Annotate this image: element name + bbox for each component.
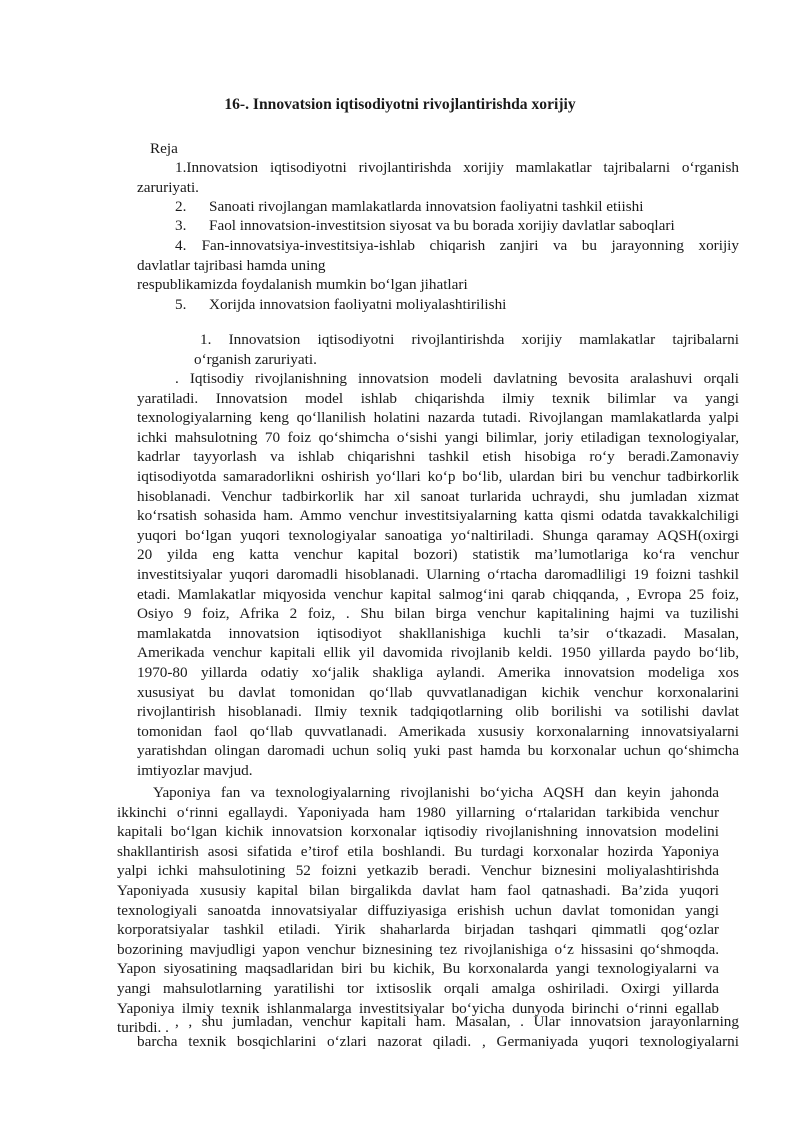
paragraph-line: . Iqtisodiy rivojlanishning innovatsion modeli davlatning bevosita aralashuvi orqali — [175, 370, 739, 387]
plan-item-4-line: davlatlar tajribasi hamda uning — [137, 256, 326, 274]
plan-item-4-line — [137, 236, 739, 256]
paragraph-line: Osiyo 9 foiz, Afrika 2 foiz, . Shu bilan birga venchur kapitalining hajmi va tuzilishi — [137, 605, 739, 623]
paragraph-line: ko‘rsatish sohasida ham. Ammo venchur investitsiyalarning katta qismi odatda tavakkalchiligi — [137, 507, 739, 525]
plan-item-text: Sanoati rivojlangan mamlakatlarda innovatsion faoliyatni tashkil etiishi — [209, 198, 644, 215]
plan-item-5 — [175, 295, 740, 315]
paragraph-line: ikkinchi o‘rinni egallaydi. Yaponiyada ham 1980 yillarning o‘rtalaridan tarkibida venchur — [117, 803, 719, 821]
paragraph-line: yaratiladi. Innovatsion model ishlab chiqarishda ilmiy texnik bilimlar va yangi — [137, 389, 739, 407]
paragraph-line: Amerikada venchur kapitali ellik yil davomida rivojlanib keldi. 1950 yillarda paydo bo‘lib, — [137, 644, 739, 662]
paragraph-line: texnologiyalarning keng qo‘llanilish holatini nazarda tutadi. Rivojlangan mamlakatlarda yalpi — [137, 409, 739, 427]
plan-item-1-line: 1.Innovatsion iqtisodiyotni rivojlantirishda xorijiy mamlakatlar tajribalarni o‘rganish — [175, 159, 739, 176]
plan-item-1 — [137, 158, 739, 197]
paragraph-line: shakllantirish asosi sifatida e’tirof etila boshlandi. Bu turdagi korxonalar hozirda Yaponiya — [117, 842, 719, 860]
paragraph-line: bozorining mavjudligi yapon venchur biznesining tez rivojlanishiga o‘z hissasini qo‘shmoqda. — [117, 940, 719, 958]
paragraph-japan — [117, 783, 719, 1038]
plan-item-text: Fan-innovatsiya-investitsiya-ishlab chiqarish zanjiri va bu jarayonning xorijiy — [201, 237, 739, 254]
plan-item-3 — [175, 216, 740, 236]
plan-item-number: 3. — [175, 217, 187, 234]
paragraph-line: iqtisodiyotda samaradorlikni oshirish yo‘llari ko‘p bo‘lib, ulardan biri bu venchur tadbirkorlik — [137, 467, 739, 485]
paragraph-line: 20 yilda eng katta venchur kapital bozori) statistik ma’lumotlariga ko‘ra venchur — [137, 546, 739, 564]
paragraph-line: hisoblanadi. Venchur tadbirkorlik har xil sanoat turlarida uchraydi, shu jumladan xizmat — [137, 487, 739, 505]
paragraph-line: yangi mahsulotlarning yaratilishi tor ixtisoslik orqali amalga oshiriladi. Oxirgi yillarda — [117, 979, 719, 997]
plan-item-text: Faol innovatsion-investitsion siyosat va bu borada xorijiy davlatlar saboqlari — [209, 217, 675, 234]
paragraph-line: korporatsiyalar tashkil etiladi. Yirik shaharlarda birjadan tashqari qimmatli qog‘ozlar — [117, 921, 719, 939]
paragraph-line: etadi. Mamlakatlar miqyosida venchur kapital salmog‘ini qarab chiqqanda, , Evropa 25 foiz, — [137, 585, 739, 603]
plan-item-4 — [137, 236, 739, 295]
paragraph-line: imtiyozlar mavjud. — [137, 761, 253, 779]
paragraph-venchur-usa — [137, 369, 739, 780]
paragraph-line: kadrlar tayyorlash va ishlab chiqarishni tashkil etish hisobiga ro‘y beradi.Zamonaviy — [137, 448, 739, 466]
plan-item-text: Xorijda innovatsion faoliyatni moliyalashtirilishi — [209, 296, 507, 313]
paragraph-line: rivojlantirish hisoblanadi. Ilmiy texnik tadqiqotlarning olib borilishi va sotilishi davlat — [137, 703, 739, 721]
paragraph-line: yalpi ichki mahsulotining 52 foizni yetkazib beradi. Venchur biznesini moliyalashtirishda — [117, 862, 719, 880]
paragraph-line: kapitali bo‘lgan kichik innovatsion korxonalar iqtisodiy rivojlanishning innovatsion modelini — [117, 823, 719, 841]
paragraph-line: texnologiyali sanoatda innovatsiyalar diffuziyasiga erishish uchun davlat tomonidan yangi — [117, 901, 719, 919]
paragraph-line: barcha texnik bosqichlarini o‘zlari nazorat qiladi. , Germaniyada yuqori texnologiyalarni — [137, 1032, 739, 1050]
paragraph-line: 1970-80 yillarda odatiy xo‘jalik shakliga aylandi. Amerika innovatsion modeliga xos — [137, 663, 739, 681]
paragraph-line: mamlakatda innovatsion iqtisodiyot shakllanishiga kuchli ta’sir o‘tkazadi. Masalan, — [137, 624, 739, 642]
paragraph-line: yaratishdan olingan daromadi uchun soliq yuki past hamda bu korxonalar uchun qo‘shimcha — [137, 742, 739, 760]
page-title: 16-. Innovatsion iqtisodiyotni rivojlantirishda xorijiy — [224, 96, 576, 113]
paragraph-line: investitsiyalar yuqori daromadli hisoblanadi. Ularning o‘rtacha daromadliligi 19 foizni tashkil — [137, 565, 739, 583]
paragraph-line: Yapon siyosatining maqsadlaridan biri bu kichik, Bu korxonalarda yangi texnologiyalarni va — [117, 960, 719, 978]
paragraph-line: ichki mahsulotning 70 foiz qo‘shimcha o‘sishi yangi bilimlar, joriy etiladigan texnologiyalar, — [137, 428, 739, 446]
paragraph-line: Yaponiya fan va texnologiyalarning rivojlanishi bo‘yicha AQSH dan keyin jahonda — [153, 784, 719, 801]
paragraph-line: Yaponiya ilmiy texnik ishlanmalarga investitsiyalar bo‘yicha dunyoda birinchi o‘rinni egallab — [117, 999, 719, 1017]
plan-item-4-line: respublikamizda foydalanish mumkin bo‘lgan jihatlari — [137, 276, 468, 294]
plan-item-1-line: zaruriyati. — [137, 178, 199, 196]
plan-heading: Reja — [150, 140, 178, 157]
plan-item-2 — [175, 197, 740, 217]
paragraph-line: xususiyat bu davlat tomonidan qo‘llab quvvatlanadigan kichik venchur korxonalarini — [137, 683, 739, 701]
plan-item-number: 4. — [175, 237, 187, 254]
paragraph-line: Yaponiyada xususiy kapital bilan birgalikda davlat ham faol qatnashadi. Ba’zida yuqori — [117, 881, 719, 899]
paragraph-germany — [137, 1012, 739, 1051]
section-1-heading — [194, 330, 739, 369]
paragraph-line: yuqori bo‘lgan yuqori texnologiyalar sanoatiga yo‘naltiriladi. Shunga qaramay AQSH(oxirgi — [137, 526, 739, 544]
paragraph-line: , , shu jumladan, venchur kapitali ham. Masalan, . Ular innovatsion jarayonlarning — [175, 1013, 739, 1030]
section-heading-line: 1. Innovatsion iqtisodiyotni rivojlantirishda xorijiy mamlakatlar tajribalarni — [200, 331, 739, 348]
section-heading-line: o‘rganish zaruriyati. — [194, 350, 317, 368]
plan-item-number: 2. — [175, 198, 187, 215]
plan-item-number: 5. — [175, 296, 187, 313]
paragraph-line: turibdi. . — [117, 1019, 169, 1037]
paragraph-line: tomonidan faol qo‘llab quvvatlanadi. Amerikada xususiy korxonalarning innovatsiyalarni — [137, 722, 739, 740]
